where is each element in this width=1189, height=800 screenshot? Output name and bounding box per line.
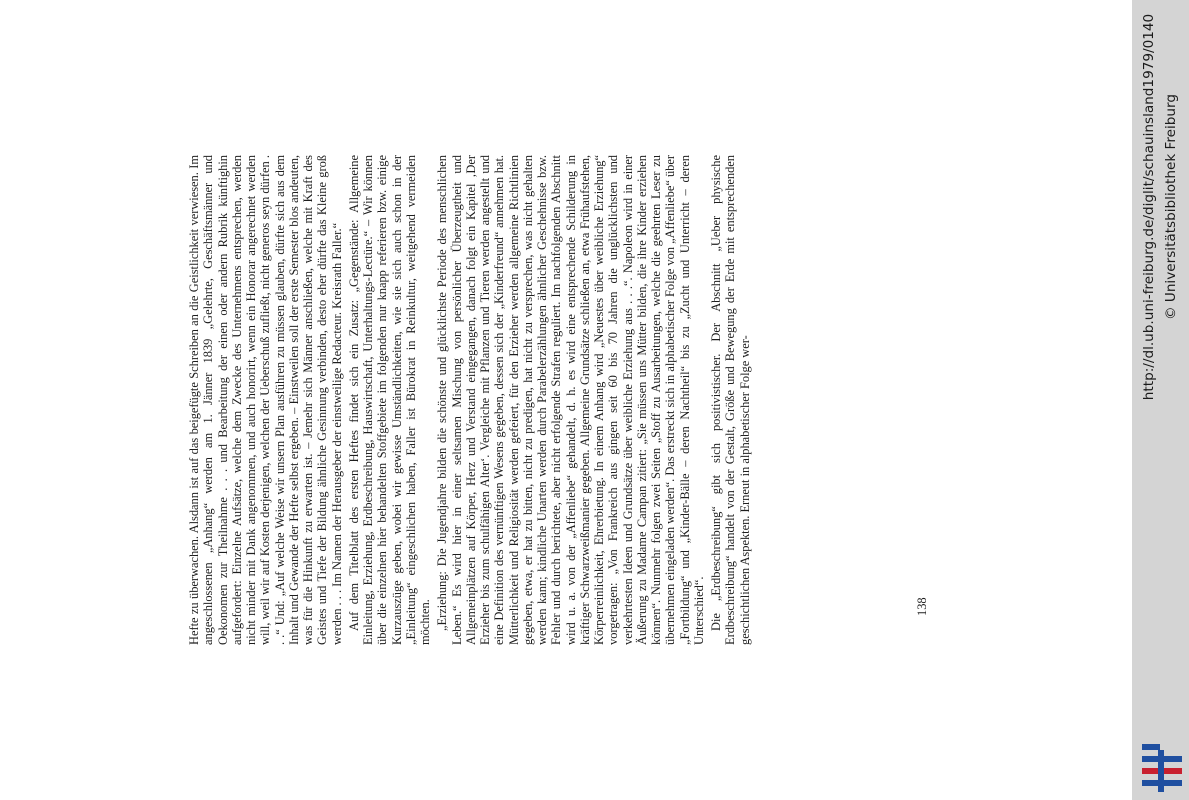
page-text-block [187,155,873,645]
sidebar-copyright: © Universitätsbibliothek Freiburg [1163,93,1179,321]
logo-bar [1142,744,1160,750]
paragraph: „Erziehung: Die Jugendjahre bilden die schönste und glücklichste Periode des menschlichen Leben.“ Es wird hier in einer seltsamen Mischung von persönlicher Überzeugtheit und Allgemeinplätzen auf Körper, Herz und Verstand eingegangen, danach folgt ein Kapitel ‚Der Erzieher bis zum schulfähigen Alter‘. Vergleiche mit Pflanzen und Tieren werden angestellt und eine Definition des vernünftigen Wesens gegeben, dessen sich der „Kinderfreund“ annehmen hat. Mütterlichkeit und Religiosität werden gefeiert, für den Erzieher werden allgemeine Richtlinien gegeben, etwa, er hat zu bitten, nicht zu predigen, hat nicht zu versprechen, was nicht gehalten werden kann; kindliche Unarten werden durch Parabelerzählungen ähnlicher Geschehnisse bzw. Fehler und durch berichtete, aber nicht erfolgende Strafen reguliert. Im nachfolgenden Abschnitt wird u. a. von der „Affenliebe“ gehandelt, d. h. es wird eine entsprechende Schilderung in kräftiger Schwarzweißmanier gegeben. Allgemeine Grundsätze schließen an, etwa Frühaufstehen, Körperreinlichkeit, Ehrerbietung. In einem Anhang wird „Neuestes über weibliche Erziehung“ vorgetragen: „Von Frankreich aus gingen seit 60 bis 70 Jahren die unglücklichsten und verkehrtesten Ideen und Grundsätze über weibliche Erziehung aus . . .“. Napoleon wird in einer Äußerung zu Madame Campan zitiert: „Sie müssen uns Mütter bilden, die ihre Kinder erziehen können“. Nunmehr folgen zwei Seiten „Stoff zu Ausarbeitungen, welche die geehrten Leser zu übernehmen eingeladen werden“. Das erstreckt sich in alphabetischer Folge von „Affenliebe“ über „Fortbildung“ und „Kinder-Bälle – deren Nachtheil“ bis zu „Zucht und Unterricht – deren Unterschied“. [435,155,706,645]
logo-bar [1158,750,1164,792]
paragraph: Die „Erdbeschreibung“ gibt sich positivistischer. Der Abschnitt „Ueber physische Erdbeschreibung“ handelt von der Gestalt, Größe und Bewegung der Erde mit entsprechenden geschichtlichen Aspekten. Erneut in alphabetischer Folge wer- [709,155,752,645]
paragraph: Hefte zu überwachen. Alsdann ist auf das beigefügte Schreiben an die Geistlichkeit verwiesen. Im angeschlossenen „Anhang“ werden am 1. Jänner 1839 „Gelehrte, Geschäftsmänner und Oekonomen zur Theilnahme . . . und Bearbeitung der einen oder andern Rubrik künftighin aufgefordert: Einzelne Aufsätze, welche dem Zwecke des Unternehmens entsprechen, werden nicht minder mit Dank angenommen, und auch honorirt, wenn ein Honorar angerechnet werden will, weil wir auf Kosten derjenigen, welchen der Ueberschuß zufließt, nicht generos seyn dürfen . . .“ Und: „Auf welche Weise wir unsern Plan ausführen zu müssen glauben, dürfte sich aus dem Inhalt und Gewande der Hefte selbst ergeben. – Einstweilen soll der erste Semester blos andeuten, was für die Hinkunft zu erwarten ist. – Jemehr sich Männer anschließen, welche mit Kraft des Geistes und Tiefe der Bildung ähnliche Gesinnung verbinden, desto eher dürfte das Kleine groß werden . . . Im Namen der Herausgeber der einstweilige Redacteur. Kreisrath Faller.“ [187,155,344,645]
page-number: 138 [915,597,929,616]
paragraph: Auf dem Titelblatt des ersten Heftes findet sich ein Zusatz: „Gegenstände: Allgemeine Einleitung, Erziehung, Erdbeschreibung, Hauswirtschaft, Unterhaltungs-Lectüre.“ – Wir können über die einzelnen hier behandelten Stoffgebiete im folgenden nur knapp referieren bzw. einige Kurzauszüge geben, wobei wir gewisse Umständlichkeiten, wie sie sich auch schon in der „Einleitung“ eingeschlichen haben, Faller ist Bürokrat in Reinkultur, weitgehend vermeiden möchten. [346,155,432,645]
ub-freiburg-logo-icon [1140,744,1184,792]
sidebar-text [1138,0,1184,414]
sidebar-url-link[interactable]: http://dl.ub.uni-freiburg.de/diglit/schauinsland1979/0140 [1141,13,1157,401]
